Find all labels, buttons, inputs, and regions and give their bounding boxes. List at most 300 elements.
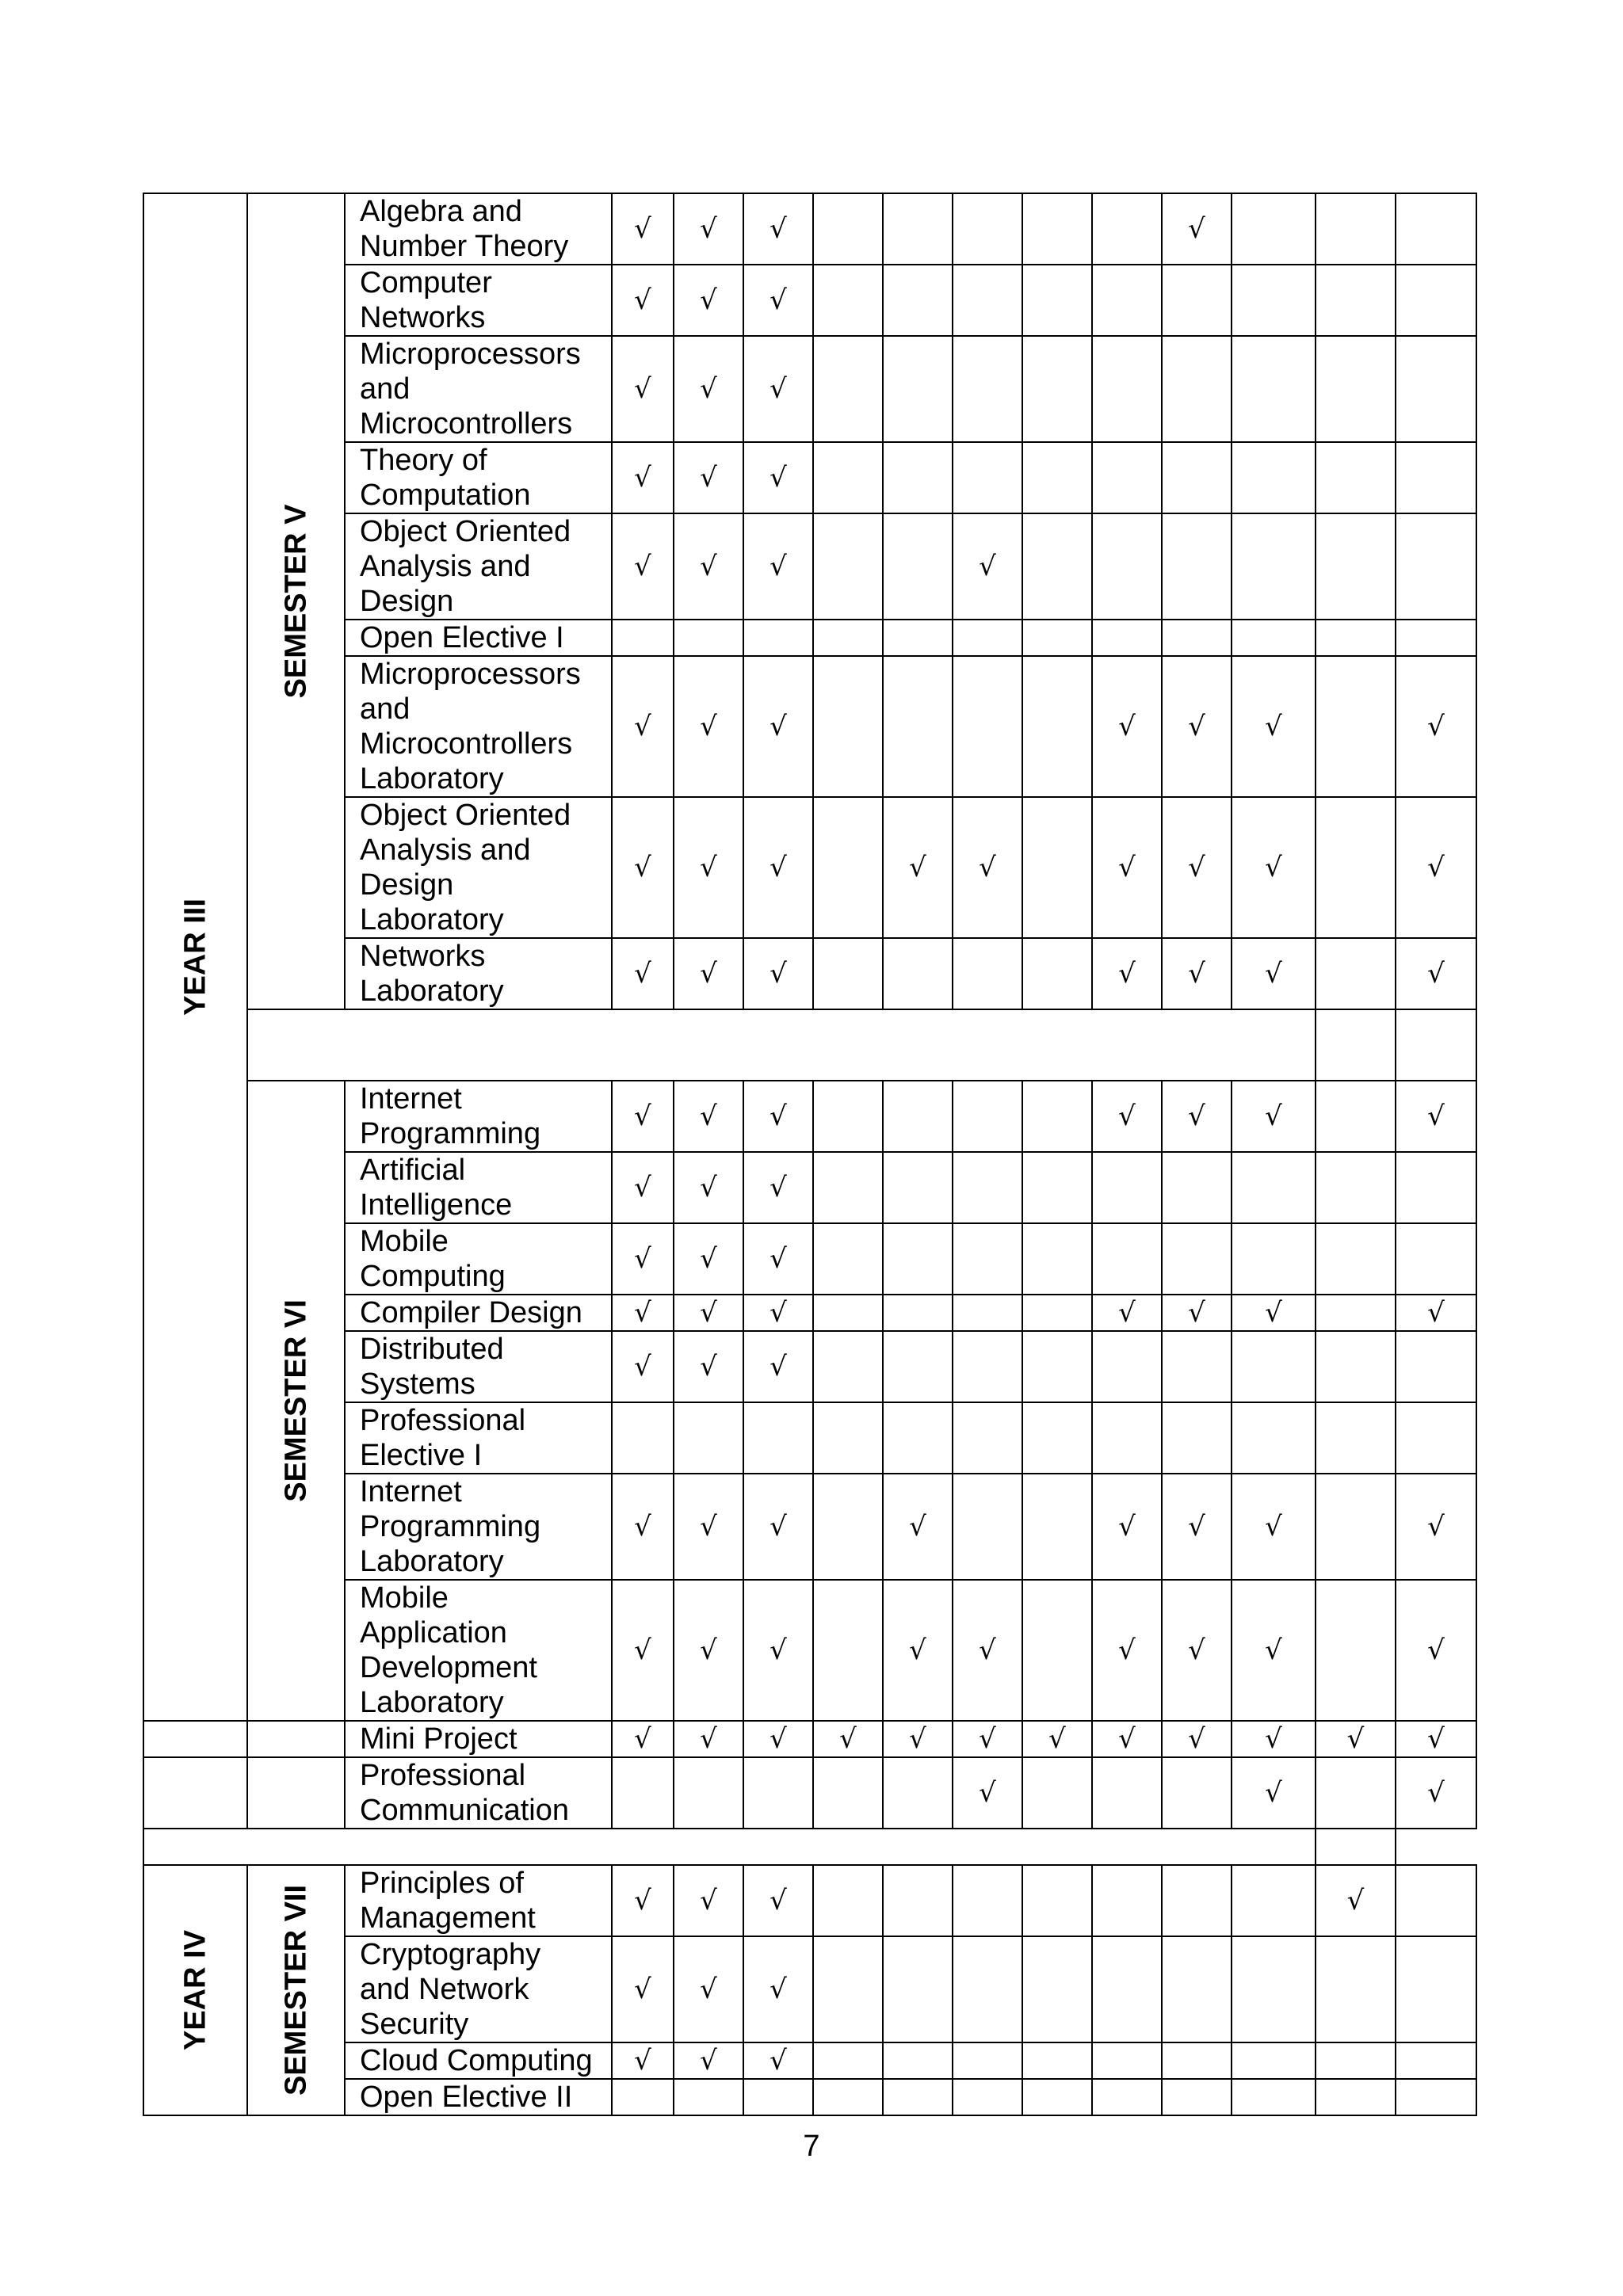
table-body bbox=[143, 193, 1476, 2115]
check-mark: √ bbox=[674, 265, 743, 336]
empty-cell bbox=[953, 1223, 1022, 1295]
empty-cell bbox=[953, 1331, 1022, 1402]
empty-cell bbox=[1022, 797, 1092, 938]
empty-cell bbox=[1316, 620, 1396, 656]
empty-cell bbox=[1092, 2079, 1162, 2115]
check-mark: √ bbox=[743, 1580, 813, 1721]
semester-cell bbox=[247, 1865, 345, 2115]
check-mark: √ bbox=[1316, 1865, 1396, 1936]
empty-cell bbox=[743, 2079, 813, 2115]
empty-cell bbox=[1162, 1331, 1232, 1402]
check-mark: √ bbox=[1092, 797, 1162, 938]
empty-cell bbox=[883, 2079, 953, 2115]
empty-cell bbox=[1092, 1331, 1162, 1402]
empty-cell bbox=[1162, 1152, 1232, 1223]
check-mark: √ bbox=[1162, 1721, 1232, 1757]
empty-cell bbox=[813, 1936, 883, 2042]
separator-cell bbox=[1316, 1829, 1396, 1865]
check-mark: √ bbox=[743, 2042, 813, 2079]
empty-cell bbox=[1022, 1295, 1092, 1331]
empty-cell bbox=[1092, 1865, 1162, 1936]
check-mark: √ bbox=[612, 1081, 674, 1152]
empty-cell bbox=[1162, 2042, 1232, 2079]
empty-cell bbox=[813, 1223, 883, 1295]
check-mark: √ bbox=[1232, 1721, 1316, 1757]
year-cell bbox=[143, 193, 247, 1721]
subject-name: Algebra and Number Theory bbox=[345, 193, 612, 265]
check-mark: √ bbox=[1396, 1757, 1476, 1829]
empty-cell bbox=[1396, 1152, 1476, 1223]
empty-cell bbox=[1316, 1402, 1396, 1474]
subject-name: Professional Communication bbox=[345, 1757, 612, 1829]
check-mark: √ bbox=[1232, 1295, 1316, 1331]
empty-cell bbox=[883, 1402, 953, 1474]
semester-cell-label: SEMESTER VII bbox=[279, 1884, 312, 2096]
check-mark: √ bbox=[1396, 1295, 1476, 1331]
separator-cell bbox=[1396, 1009, 1476, 1081]
empty-cell bbox=[813, 797, 883, 938]
subject-name: Microprocessors and Microcontrollers Laboratory bbox=[345, 656, 612, 797]
empty-cell bbox=[1316, 1331, 1396, 1402]
check-mark: √ bbox=[743, 656, 813, 797]
empty-cell bbox=[612, 620, 674, 656]
check-mark: √ bbox=[743, 1474, 813, 1580]
subject-name: Object Oriented Analysis and Design bbox=[345, 513, 612, 620]
empty-cell bbox=[1232, 1223, 1316, 1295]
semester-cell-label: SEMESTER V bbox=[279, 504, 312, 699]
empty-cell bbox=[953, 1474, 1022, 1580]
check-mark: √ bbox=[1092, 1474, 1162, 1580]
empty-cell bbox=[1232, 2042, 1316, 2079]
check-mark: √ bbox=[674, 1331, 743, 1402]
empty-cell bbox=[1396, 2042, 1476, 2079]
empty-cell bbox=[883, 1295, 953, 1331]
check-mark: √ bbox=[612, 513, 674, 620]
empty-cell bbox=[743, 1757, 813, 1829]
empty-cell bbox=[1162, 1865, 1232, 1936]
check-mark: √ bbox=[1092, 1721, 1162, 1757]
empty-cell bbox=[1396, 1223, 1476, 1295]
check-mark: √ bbox=[674, 1721, 743, 1757]
empty-cell bbox=[1162, 513, 1232, 620]
empty-cell bbox=[1022, 1936, 1092, 2042]
empty-cell bbox=[813, 265, 883, 336]
check-mark: √ bbox=[674, 1865, 743, 1936]
empty-cell bbox=[1396, 620, 1476, 656]
empty-cell bbox=[883, 620, 953, 656]
empty-cell bbox=[674, 620, 743, 656]
subject-name: Mobile Computing bbox=[345, 1223, 612, 1295]
empty-cell bbox=[1022, 1474, 1092, 1580]
check-mark: √ bbox=[1022, 1721, 1092, 1757]
empty-cell bbox=[953, 193, 1022, 265]
empty-cell bbox=[813, 2042, 883, 2079]
empty-cell bbox=[1316, 1580, 1396, 1721]
check-mark: √ bbox=[674, 797, 743, 938]
empty-cell bbox=[1232, 1331, 1316, 1402]
check-mark: √ bbox=[674, 656, 743, 797]
check-mark: √ bbox=[1162, 1474, 1232, 1580]
check-mark: √ bbox=[612, 1223, 674, 1295]
empty-cell bbox=[1022, 1757, 1092, 1829]
check-mark: √ bbox=[1396, 656, 1476, 797]
empty-cell bbox=[883, 1865, 953, 1936]
empty-cell bbox=[1022, 2079, 1092, 2115]
empty-cell bbox=[1396, 1402, 1476, 1474]
empty-cell bbox=[743, 1402, 813, 1474]
check-mark: √ bbox=[612, 1936, 674, 2042]
check-mark: √ bbox=[1396, 797, 1476, 938]
empty-cell bbox=[813, 1331, 883, 1402]
check-mark: √ bbox=[743, 1152, 813, 1223]
empty-cell bbox=[883, 1936, 953, 2042]
year-cell-label: YEAR III bbox=[178, 898, 212, 1016]
check-mark: √ bbox=[612, 442, 674, 513]
check-mark: √ bbox=[743, 442, 813, 513]
check-mark: √ bbox=[674, 1580, 743, 1721]
check-mark: √ bbox=[883, 797, 953, 938]
empty-cell bbox=[743, 620, 813, 656]
empty-cell bbox=[247, 1757, 345, 1829]
subject-name: Open Elective I bbox=[345, 620, 612, 656]
empty-cell bbox=[1316, 1223, 1396, 1295]
check-mark: √ bbox=[1396, 1474, 1476, 1580]
check-mark: √ bbox=[612, 656, 674, 797]
empty-cell bbox=[883, 1081, 953, 1152]
empty-cell bbox=[813, 656, 883, 797]
empty-cell bbox=[612, 1402, 674, 1474]
check-mark: √ bbox=[883, 1580, 953, 1721]
empty-cell bbox=[1232, 336, 1316, 442]
subject-name: Computer Networks bbox=[345, 265, 612, 336]
empty-cell bbox=[953, 938, 1022, 1009]
check-mark: √ bbox=[1232, 1580, 1316, 1721]
empty-cell bbox=[1232, 442, 1316, 513]
check-mark: √ bbox=[1396, 1081, 1476, 1152]
empty-cell bbox=[1022, 336, 1092, 442]
empty-cell bbox=[1092, 2042, 1162, 2079]
table-row bbox=[143, 1757, 1476, 1829]
semester-cell bbox=[247, 193, 345, 1009]
empty-cell bbox=[1316, 938, 1396, 1009]
subject-name: Cryptography and Network Security bbox=[345, 1936, 612, 2042]
check-mark: √ bbox=[1162, 1295, 1232, 1331]
check-mark: √ bbox=[1232, 1757, 1316, 1829]
table-row bbox=[143, 193, 1476, 265]
empty-cell bbox=[883, 1331, 953, 1402]
subject-name: Microprocessors and Microcontrollers bbox=[345, 336, 612, 442]
empty-cell bbox=[1316, 265, 1396, 336]
empty-cell bbox=[883, 193, 953, 265]
empty-cell bbox=[1396, 2079, 1476, 2115]
empty-cell bbox=[1316, 1295, 1396, 1331]
empty-cell bbox=[813, 1152, 883, 1223]
empty-cell bbox=[1316, 2042, 1396, 2079]
check-mark: √ bbox=[1162, 193, 1232, 265]
empty-cell bbox=[1162, 620, 1232, 656]
empty-cell bbox=[1316, 2079, 1396, 2115]
empty-cell bbox=[1022, 442, 1092, 513]
check-mark: √ bbox=[1092, 1295, 1162, 1331]
empty-cell bbox=[1232, 1936, 1316, 2042]
empty-cell bbox=[1022, 1152, 1092, 1223]
empty-cell bbox=[1092, 1402, 1162, 1474]
empty-cell bbox=[883, 1223, 953, 1295]
check-mark: √ bbox=[1162, 1580, 1232, 1721]
check-mark: √ bbox=[953, 513, 1022, 620]
check-mark: √ bbox=[743, 1721, 813, 1757]
empty-cell bbox=[1022, 1402, 1092, 1474]
check-mark: √ bbox=[743, 1223, 813, 1295]
empty-cell bbox=[813, 1865, 883, 1936]
empty-cell bbox=[1022, 265, 1092, 336]
check-mark: √ bbox=[743, 1081, 813, 1152]
empty-cell bbox=[1232, 193, 1316, 265]
empty-cell bbox=[1022, 1580, 1092, 1721]
check-mark: √ bbox=[1232, 1081, 1316, 1152]
check-mark: √ bbox=[674, 2042, 743, 2079]
check-mark: √ bbox=[674, 1081, 743, 1152]
table-row bbox=[143, 1081, 1476, 1152]
check-mark: √ bbox=[1232, 656, 1316, 797]
check-mark: √ bbox=[1162, 656, 1232, 797]
separator-row bbox=[143, 1829, 1476, 1865]
check-mark: √ bbox=[612, 1152, 674, 1223]
empty-cell bbox=[813, 620, 883, 656]
empty-cell bbox=[1232, 1402, 1316, 1474]
check-mark: √ bbox=[1092, 1580, 1162, 1721]
empty-cell bbox=[953, 2079, 1022, 2115]
empty-cell bbox=[1022, 620, 1092, 656]
empty-cell bbox=[813, 442, 883, 513]
empty-cell bbox=[1232, 265, 1316, 336]
subject-name: Professional Elective I bbox=[345, 1402, 612, 1474]
empty-cell bbox=[1022, 1081, 1092, 1152]
check-mark: √ bbox=[743, 938, 813, 1009]
subject-name: Internet Programming bbox=[345, 1081, 612, 1152]
empty-cell bbox=[953, 620, 1022, 656]
empty-cell bbox=[813, 1757, 883, 1829]
empty-cell bbox=[1022, 938, 1092, 1009]
empty-cell bbox=[813, 1081, 883, 1152]
empty-cell bbox=[883, 442, 953, 513]
check-mark: √ bbox=[612, 1865, 674, 1936]
empty-cell bbox=[883, 2042, 953, 2079]
empty-cell bbox=[953, 1081, 1022, 1152]
check-mark: √ bbox=[1232, 1474, 1316, 1580]
empty-cell bbox=[674, 2079, 743, 2115]
empty-cell bbox=[813, 336, 883, 442]
year-cell bbox=[143, 1865, 247, 2115]
empty-cell bbox=[1092, 1936, 1162, 2042]
empty-cell bbox=[953, 1402, 1022, 1474]
empty-cell bbox=[1232, 1865, 1316, 1936]
check-mark: √ bbox=[674, 513, 743, 620]
check-mark: √ bbox=[612, 1721, 674, 1757]
check-mark: √ bbox=[1232, 797, 1316, 938]
check-mark: √ bbox=[612, 193, 674, 265]
empty-cell bbox=[953, 442, 1022, 513]
check-mark: √ bbox=[1092, 938, 1162, 1009]
empty-cell bbox=[1162, 1402, 1232, 1474]
check-mark: √ bbox=[612, 1331, 674, 1402]
empty-cell bbox=[143, 1757, 247, 1829]
empty-cell bbox=[1316, 1936, 1396, 2042]
empty-cell bbox=[1232, 513, 1316, 620]
empty-cell bbox=[1316, 797, 1396, 938]
check-mark: √ bbox=[1092, 656, 1162, 797]
empty-cell bbox=[953, 1865, 1022, 1936]
check-mark: √ bbox=[612, 1580, 674, 1721]
check-mark: √ bbox=[1162, 1081, 1232, 1152]
check-mark: √ bbox=[1396, 1580, 1476, 1721]
empty-cell bbox=[1162, 1936, 1232, 2042]
subject-name: Networks Laboratory bbox=[345, 938, 612, 1009]
empty-cell bbox=[1162, 336, 1232, 442]
empty-cell bbox=[1396, 1331, 1476, 1402]
empty-cell bbox=[1092, 620, 1162, 656]
empty-cell bbox=[1092, 1152, 1162, 1223]
empty-cell bbox=[247, 1721, 345, 1757]
empty-cell bbox=[1316, 1474, 1396, 1580]
empty-cell bbox=[1022, 2042, 1092, 2079]
check-mark: √ bbox=[743, 265, 813, 336]
empty-cell bbox=[953, 656, 1022, 797]
check-mark: √ bbox=[674, 336, 743, 442]
empty-cell bbox=[813, 1402, 883, 1474]
subject-name: Artificial Intelligence bbox=[345, 1152, 612, 1223]
check-mark: √ bbox=[612, 1474, 674, 1580]
check-mark: √ bbox=[883, 1474, 953, 1580]
empty-cell bbox=[1022, 193, 1092, 265]
empty-cell bbox=[1316, 1757, 1396, 1829]
empty-cell bbox=[1396, 1936, 1476, 2042]
check-mark: √ bbox=[1396, 938, 1476, 1009]
separator-row bbox=[143, 1009, 1476, 1081]
subject-name: Distributed Systems bbox=[345, 1331, 612, 1402]
empty-cell bbox=[1092, 265, 1162, 336]
check-mark: √ bbox=[674, 442, 743, 513]
subject-name: Cloud Computing bbox=[345, 2042, 612, 2079]
check-mark: √ bbox=[743, 336, 813, 442]
subject-name: Theory of Computation bbox=[345, 442, 612, 513]
check-mark: √ bbox=[612, 938, 674, 1009]
check-mark: √ bbox=[743, 193, 813, 265]
subject-name: Object Oriented Analysis and Design Laboratory bbox=[345, 797, 612, 938]
empty-cell bbox=[883, 1152, 953, 1223]
check-mark: √ bbox=[743, 1331, 813, 1402]
check-mark: √ bbox=[1162, 938, 1232, 1009]
empty-cell bbox=[1022, 1865, 1092, 1936]
check-mark: √ bbox=[612, 1295, 674, 1331]
empty-cell bbox=[883, 938, 953, 1009]
empty-cell bbox=[1316, 1081, 1396, 1152]
empty-cell bbox=[1022, 1331, 1092, 1402]
empty-cell bbox=[1162, 1757, 1232, 1829]
empty-cell bbox=[1316, 193, 1396, 265]
empty-cell bbox=[953, 1295, 1022, 1331]
check-mark: √ bbox=[743, 1295, 813, 1331]
empty-cell bbox=[813, 1295, 883, 1331]
empty-cell bbox=[1092, 442, 1162, 513]
empty-cell bbox=[1022, 1223, 1092, 1295]
check-mark: √ bbox=[1396, 1721, 1476, 1757]
check-mark: √ bbox=[953, 1580, 1022, 1721]
empty-cell bbox=[1232, 2079, 1316, 2115]
empty-cell bbox=[1396, 336, 1476, 442]
empty-cell bbox=[1396, 193, 1476, 265]
empty-cell bbox=[1316, 513, 1396, 620]
empty-cell bbox=[143, 1721, 247, 1757]
check-mark: √ bbox=[674, 938, 743, 1009]
empty-cell bbox=[1162, 2079, 1232, 2115]
table-row bbox=[143, 1865, 1476, 1936]
empty-cell bbox=[674, 1402, 743, 1474]
separator-cell bbox=[247, 1009, 1316, 1081]
empty-cell bbox=[1396, 442, 1476, 513]
check-mark: √ bbox=[743, 513, 813, 620]
check-mark: √ bbox=[883, 1721, 953, 1757]
separator-cell bbox=[1316, 1009, 1396, 1081]
check-mark: √ bbox=[1316, 1721, 1396, 1757]
empty-cell bbox=[1162, 442, 1232, 513]
semester-cell-label: SEMESTER VI bbox=[279, 1299, 312, 1502]
check-mark: √ bbox=[743, 1865, 813, 1936]
page-number: 7 bbox=[803, 2130, 820, 2163]
check-mark: √ bbox=[674, 1223, 743, 1295]
check-mark: √ bbox=[674, 193, 743, 265]
empty-cell bbox=[813, 938, 883, 1009]
semester-cell bbox=[247, 1081, 345, 1721]
check-mark: √ bbox=[953, 1721, 1022, 1757]
subject-name: Principles of Management bbox=[345, 1865, 612, 1936]
empty-cell bbox=[612, 1757, 674, 1829]
empty-cell bbox=[883, 1757, 953, 1829]
empty-cell bbox=[1396, 265, 1476, 336]
empty-cell bbox=[883, 656, 953, 797]
empty-cell bbox=[1232, 1152, 1316, 1223]
subject-name: Compiler Design bbox=[345, 1295, 612, 1331]
check-mark: √ bbox=[1162, 797, 1232, 938]
check-mark: √ bbox=[612, 336, 674, 442]
check-mark: √ bbox=[612, 265, 674, 336]
check-mark: √ bbox=[674, 1474, 743, 1580]
table-row bbox=[143, 1721, 1476, 1757]
empty-cell bbox=[953, 1936, 1022, 2042]
check-mark: √ bbox=[612, 797, 674, 938]
year-cell-label: YEAR IV bbox=[178, 1929, 212, 2051]
empty-cell bbox=[1022, 656, 1092, 797]
empty-cell bbox=[953, 336, 1022, 442]
separator-cell bbox=[143, 1829, 1316, 1865]
check-mark: √ bbox=[674, 1152, 743, 1223]
check-mark: √ bbox=[674, 1936, 743, 2042]
empty-cell bbox=[813, 1474, 883, 1580]
empty-cell bbox=[813, 1580, 883, 1721]
empty-cell bbox=[1316, 442, 1396, 513]
empty-cell bbox=[1396, 513, 1476, 620]
check-mark: √ bbox=[612, 2042, 674, 2079]
empty-cell bbox=[1092, 193, 1162, 265]
check-mark: √ bbox=[1092, 1081, 1162, 1152]
empty-cell bbox=[1022, 513, 1092, 620]
empty-cell bbox=[1092, 1223, 1162, 1295]
check-mark: √ bbox=[953, 1757, 1022, 1829]
empty-cell bbox=[674, 1757, 743, 1829]
empty-cell bbox=[1316, 656, 1396, 797]
empty-cell bbox=[883, 265, 953, 336]
subject-name: Internet Programming Laboratory bbox=[345, 1474, 612, 1580]
